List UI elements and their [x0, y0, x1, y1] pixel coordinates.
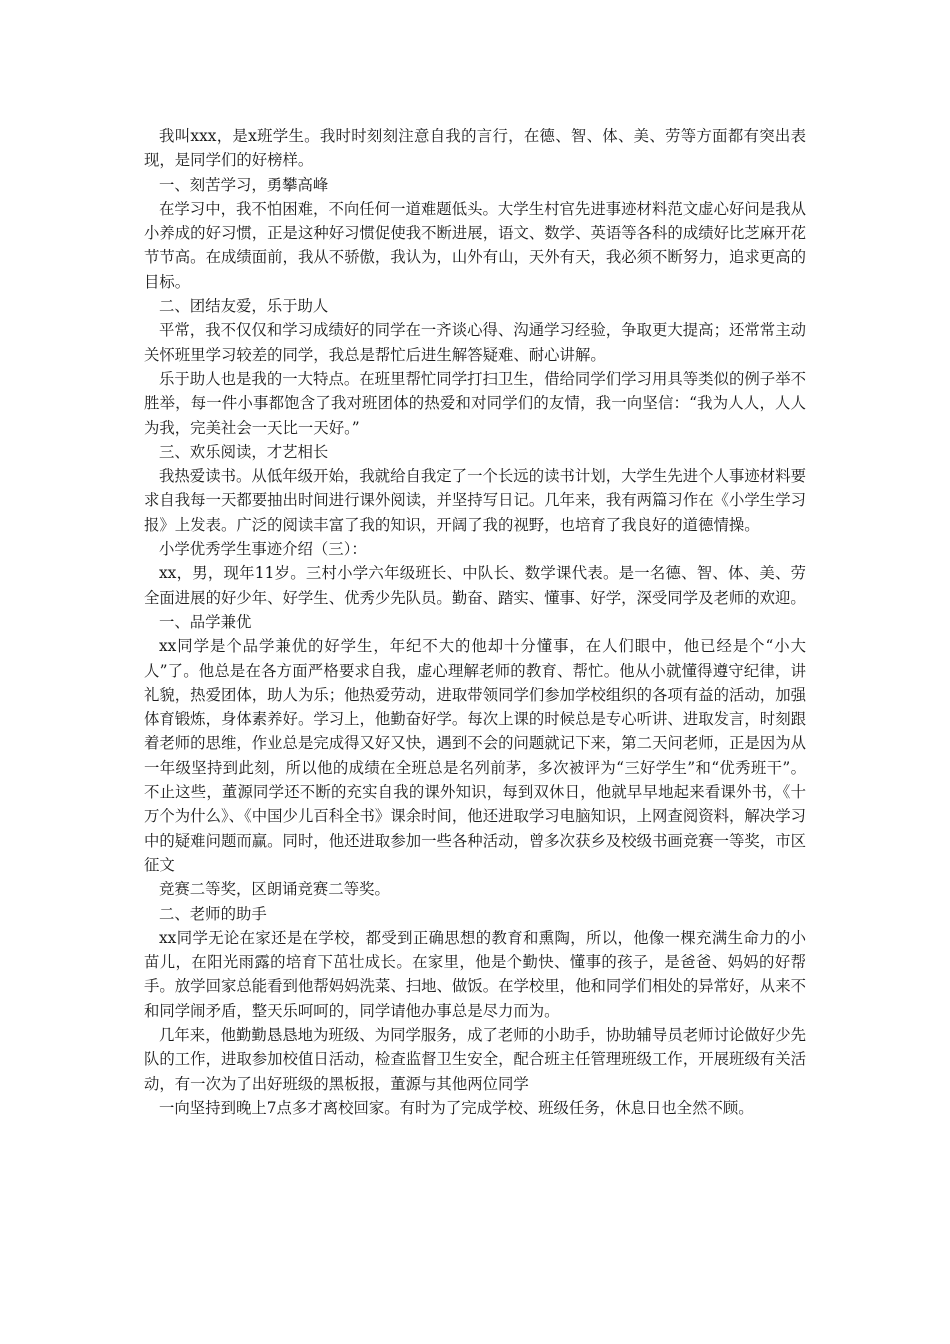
- section-heading: 三、欢乐阅读，才艺相长: [159, 442, 329, 461]
- body-paragraph: xx同学是个品学兼优的好学生，年纪不大的他却十分懂事，在人们眼中，他已经是个“小大人”了。他总是在各方面严格要求自我，虚心理解老师的教育、帮忙。他从小就懂得遵守纪律，讲礼貌，热爱团体，助人为乐；他热爱劳动，进取带领同学们参加学校组织的各项有益的活动，加强体育锻炼，身体素养好。学习上，他勤奋好学。每次上课的时候总是专心听讲、进取发言，时刻跟着老师的思维，作业总是完成得又好又快，遇到不会的问题就记下来，第二天问老师，正是因为从一年级坚持到此刻，所以他的成绩在全班总是名列前茅，多次被评为“三好学生”和“优秀班干”。不止这些，董源同学还不断的充实自我的课外知识，每到双休日，他就早早地起来看课外书，《十万个为什么》、《中国少儿百科全书》课余时间，他还进取学习电脑知识，上网查阅资料，解决学习中的疑难问题而赢。同时，他还进取参加一些各种活动，曾多次获乡及校级书画竞赛一等奖，市区征文: [144, 637, 806, 874]
- body-paragraph: 乐于助人也是我的一大特点。在班里帮忙同学打扫卫生，借给同学们学习用具等类似的例子举不胜举，每一件小事都饱含了我对班团体的热爱和对同学们的友情，我一向坚信：“我为人人，人人为我，完美社会一天比一天好。”: [144, 369, 806, 437]
- section-heading: 二、团结友爱，乐于助人: [159, 297, 329, 316]
- section-heading: 一、刻苦学习，勇攀高峰: [159, 175, 329, 194]
- body-paragraph: 在学习中，我不怕困难，不向任何一道难题低头。大学生村官先进事迹材料范文虚心好问是我从小养成的好习惯，正是这种好习惯促使我不断进展，语文、数学、英语等各科的成绩好比芝麻开花节节高。在成绩面前，我从不骄傲，我认为，山外有山，天外有天，我必须不断努力，追求更高的目标。: [144, 199, 806, 291]
- section-heading: 二、老师的助手: [159, 904, 267, 923]
- body-paragraph: 竞赛二等奖，区朗诵竞赛二等奖。: [159, 880, 390, 899]
- document-body: [144, 124, 806, 1120]
- intro-paragraph: 我叫xxx，是x班学生。我时时刻刻注意自我的言行，在德、智、体、美、劳等方面都有突出表现，是同学们的好榜样。: [144, 127, 806, 170]
- body-paragraph: 一向坚持到晚上7点多才离校回家。有时为了完成学校、班级任务，休息日也全然不顾。: [159, 1098, 754, 1117]
- body-paragraph: 几年来，他勤勤恳恳地为班级、为同学服务，成了老师的小助手，协助辅导员老师讨论做好少先队的工作，进取参加校值日活动，检查监督卫生安全，配合班主任管理班级工作，开展班级有关活动，有一次为了出好班级的黑板报，董源与其他两位同学: [144, 1025, 806, 1093]
- body-paragraph: xx，男，现年11岁。三村小学六年级班长、中队长、数学课代表。是一名德、智、体、美、劳全面进展的好少年、好学生、优秀少先队员。勤奋、踏实、懂事、好学，深受同学及老师的欢迎。: [144, 564, 806, 607]
- body-paragraph: 我热爱读书。从低年级开始，我就给自我定了一个长远的读书计划，大学生先进个人事迹材料要求自我每一天都要抽出时间进行课外阅读，并坚持写日记。几年来，我有两篇习作在《小学生学习报》上发表。广泛的阅读丰富了我的知识，开阔了我的视野，也培育了我良好的道德情操。: [144, 467, 806, 534]
- section-heading: 一、品学兼优: [159, 612, 252, 631]
- body-paragraph: xx同学无论在家还是在学校，都受到正确思想的教育和熏陶，所以，他像一棵充满生命力的小苗儿，在阳光雨露的培育下茁壮成长。在家里，他是个勤快、懂事的孩子，是爸爸、妈妈的好帮手。放学回家总能看到他帮妈妈洗菜、扫地、做饭。在学校里，他和同学们相处的异常好，从来不和同学闹矛盾，整天乐呵呵的，同学请他办事总是尽力而为。: [144, 928, 806, 1020]
- article-title: 小学优秀学生事迹介绍（三）：: [159, 540, 367, 559]
- body-paragraph: 平常，我不仅仅和学习成绩好的同学在一齐谈心得、沟通学习经验，争取更大提高；还常常主动关怀班里学习较差的同学，我总是帮忙后进生解答疑难、耐心讲解。: [144, 321, 806, 364]
